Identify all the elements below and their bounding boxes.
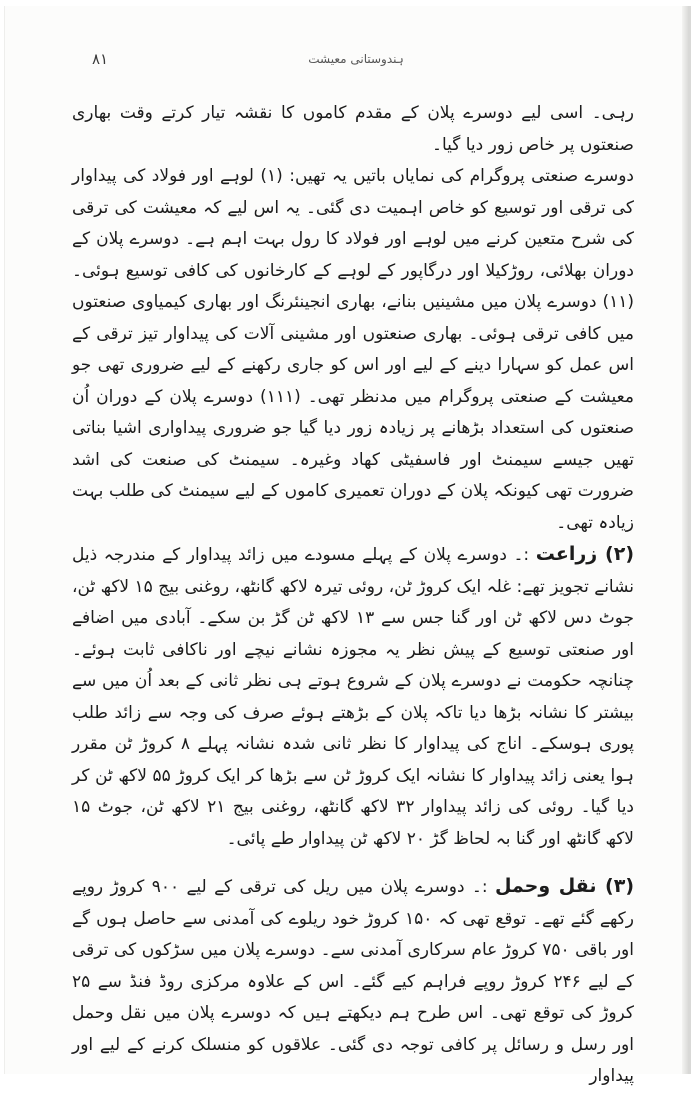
section-transport bbox=[72, 871, 634, 1093]
paragraph-intro-text: رہی۔ اسی لیے دوسرے پلان کے مقدم کاموں کا نقشہ تیار کرتے وقت بھاری صنعتوں پر خاص زور دیا گیا۔ bbox=[72, 103, 634, 155]
section-agriculture-text: :۔ دوسرے پلان کے پہلے مسودے میں زائد پیداوار کے مندرجہ ذیل نشانے تجویز تھے: غلہ ایک کروڑ ٹن، روئی تیرہ لاکھ گانٹھ، روغنی بیج ۱۵ لاکھ ٹن، جوٹ دس لاکھ ٹن اور گنا جس سے ۱۳ لاکھ ٹن گڑ بن سکے۔ آبادی میں اضافے اور صنعتی توسیع کے پیش نظر یہ مجوزہ نشانے نیچے اور ناکافی ثابت ہوئے۔ چنانچہ حکومت نے دوسرے پلان کے شروع ہوتے ہی نظر ثانی کے بعد اُن میں سے بیشتر کا نشانہ بڑھا دیا تاکہ پلان کے بڑھتے ہوئے صرف کی وجہ سے زائد طلب پوری ہوسکے۔ اناج کی پیداوار کا نظر ثانی شدہ نشانہ پہلے ۸ کروڑ ٹن مقرر ہوا یعنی زائد پیداوار کا نشانہ ایک کروڑ ٹن سے بڑھا کر ایک کروڑ ۵۵ لاکھ ٹن کر دیا گیا۔ روئی کی زائد پیداوار ۳۲ لاکھ گانٹھ، روغنی بیج ۲۱ لاکھ ٹن، جوٹ ۱۵ لاکھ گانٹھ اور گنا بہ لحاظ گڑ ۲۰ لاکھ ٹن پیداوار طے پائی۔ bbox=[72, 545, 635, 849]
page-number: ۸۱ bbox=[92, 50, 109, 68]
paragraph-industrial-program bbox=[72, 161, 634, 539]
paragraph-industrial-program-text: دوسرے صنعتی پروگرام کی نمایاں باتیں یہ تھیں: (۱) لوہے اور فولاد کی پیداوار کی ترقی اور توسیع کو خاص اہمیت دی گئی۔ یہ اس لیے کہ معیشت کی ترقی کی شرح متعین کرنے میں لوہے اور فولاد کا رول بہت اہم ہے۔ دوسرے پلان کے دوران بھلائی، روڑکیلا اور درگاپور کے لوہے کے کارخانوں کی کافی توسیع ہوئی۔ (۱۱) دوسرے پلان میں مشینیں بنانے، بھاری انجینئرنگ اور بھاری کیمیاوی صنعتوں میں کافی ترقی ہوئی۔ بھاری صنعتوں اور مشینی آلات کی پیداوار تیز ترقی کے اس عمل کو سہارا دینے کے لیے اور اس کو جاری رکھنے کے لیے ضروری تھی جو معیشت کے صنعتی پروگرام میں مدنظر تھی۔ (۱۱۱) دوسرے پلان کے دوران اُن صنعتوں کی استعداد بڑھانے پر زیادہ زور دیا گیا جو ضروری پیداواری اشیا بناتی تھیں جیسے سیمنٹ اور فاسفیٹی کھاد وغیرہ۔ سیمنٹ کی صنعت کی اشد ضرورت تھی کیونکہ پلان کے دوران تعمیری کاموں کے لیے سیمنٹ کی طلب بہت زیادہ تھی۔ bbox=[72, 166, 635, 533]
paragraph-intro bbox=[72, 98, 634, 161]
section-heading-transport: (۳) نقل وحمل bbox=[494, 875, 634, 897]
running-title: ہندوستانی معیشت bbox=[308, 52, 404, 66]
section-agriculture bbox=[72, 539, 634, 855]
page-edge-shadow bbox=[682, 6, 688, 1074]
section-heading-agriculture: (۲) زراعت bbox=[535, 543, 634, 565]
book-page bbox=[4, 6, 691, 1086]
page-body bbox=[72, 98, 634, 1093]
section-transport-text: :۔ دوسرے پلان میں ریل کی ترقی کے لیے ۹۰۰ کروڑ روپے رکھے گئے تھے۔ توقع تھی کہ ۱۵۰ کروڑ خود ریلوے کی آمدنی سے حاصل ہوں گے اور باقی ۷۵۰ کروڑ عام سرکاری آمدنی سے۔ دوسرے پلان میں سڑکوں کی ترقی کے لیے ۲۴۶ کروڑ روپے فراہم کیے گئے۔ اس کے علاوہ مرکزی روڈ فنڈ سے ۲۵ کروڑ کی توقع تھی۔ اس طرح ہم دیکھتے ہیں کہ دوسرے پلان میں نقل وحمل اور رسل و رسائل پر کافی توجہ دی گئی۔ علاقوں کو منسلک کرنے کے لیے اور پیداوار bbox=[72, 877, 634, 1086]
page-header bbox=[64, 46, 648, 76]
